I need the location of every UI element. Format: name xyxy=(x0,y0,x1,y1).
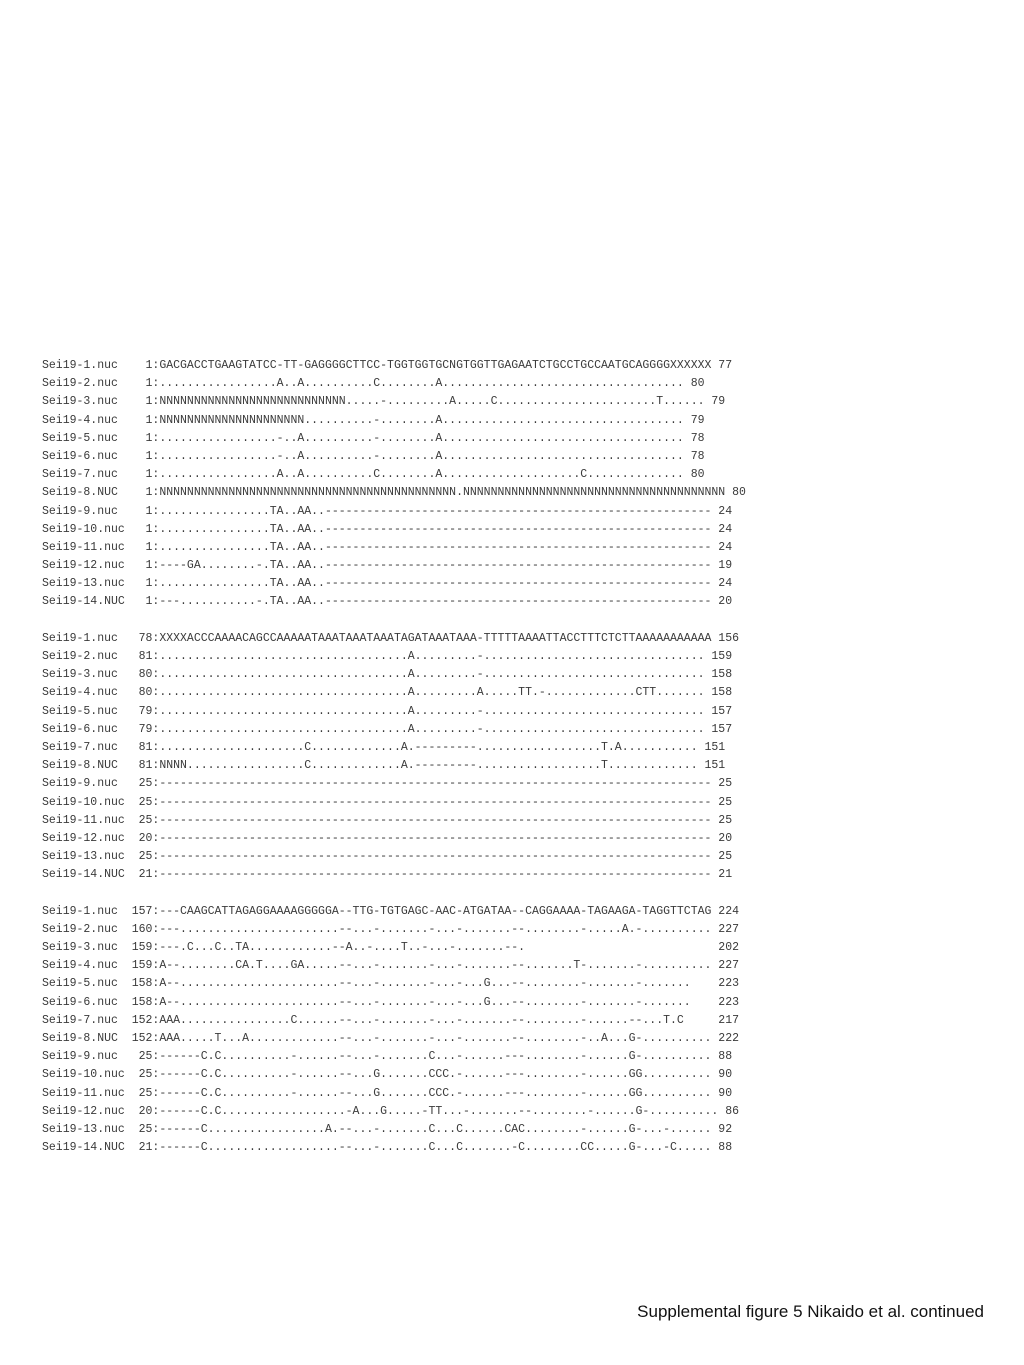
alignment-row: Sei19-12.nuc 20:-------------------------------------------------------------------------------- 20 xyxy=(42,831,733,845)
alignment-row: Sei19-1.nuc 78:XXXXACCCAAAACAGCCAAAAATAAATAAATAAATAGATAAATAAA-TTTTTAAAATTACCTTTCTCTTAAAAAAAAAAA 156 xyxy=(42,631,740,645)
alignment-row: Sei19-1.nuc 157:---CAAGCATTAGAGGAAAAGGGGGA--TTG-TGTGAGC-AAC-ATGATAA--CAGGAAAA-TAGAAGA-TAGGTTCTAG 224 xyxy=(42,904,740,918)
alignment-row: Sei19-14.NUC 21:------C...................--...-.......C...C.......-C........CC.....G-...-C..... 88 xyxy=(42,1141,733,1155)
alignment-row: Sei19-8.NUC 1:NNNNNNNNNNNNNNNNNNNNNNNNNNNNNNNNNNNNNNNNNNN.NNNNNNNNNNNNNNNNNNNNNNNNNNNNNNNNNNNNNN 80 xyxy=(42,486,746,500)
alignment-row: Sei19-12.nuc 20:------C.C..................-A...G.....-TT...-.......--........-......G-.......... 86 xyxy=(42,1104,740,1118)
alignment-row: Sei19-4.nuc 80:....................................A.........A.....TT.-.............CTT....... 158 xyxy=(42,686,733,700)
alignment-row: Sei19-5.nuc 1:.................-..A..........-........A................................... 78 xyxy=(42,431,705,445)
alignment-row: Sei19-1.nuc 1:GACGACCTGAAGTATCC-TT-GAGGGGCTTCC-TGGTGGTGCNGTGGTTGAGAATCTGCCTGCCAATGCAGGGGXXXXXX 77 xyxy=(42,359,733,372)
alignment-row: Sei19-6.nuc 1:.................-..A..........-........A................................... 78 xyxy=(42,449,705,463)
alignment-row: Sei19-4.nuc 1:NNNNNNNNNNNNNNNNNNNNN..........-........A................................... 79 xyxy=(42,413,705,427)
alignment-row: Sei19-8.NUC 81:NNNN.................C.............A.---------..................T............. 151 xyxy=(42,759,726,773)
alignment-row: Sei19-7.nuc 1:.................A..A..........C........A....................C.............. 80 xyxy=(42,468,705,482)
alignment-row: Sei19-3.nuc 159:---.C...C..TA............--A..-....T..-...-.......--. 202 xyxy=(42,941,740,954)
alignment-row: Sei19-10.nuc 25:------C.C..........-......--...G.......CCC.-......---........-......GG.......... 90 xyxy=(42,1068,733,1082)
alignment-row: Sei19-2.nuc 160:---.......................--...-.......-...-.......--........-.....A.-.......... 227 xyxy=(42,922,740,936)
alignment-row: Sei19-7.nuc 152:AAA................C......--...-.......-...-.......--........-......--...T.C 217 xyxy=(42,1013,740,1027)
alignment-row: Sei19-13.nuc 25:-------------------------------------------------------------------------------- 25 xyxy=(42,850,733,864)
alignment-row: Sei19-14.NUC 1:---...........-.TA..AA..-------------------------------------------------------- 20 xyxy=(42,595,733,609)
alignment-row: Sei19-11.nuc 25:-------------------------------------------------------------------------------- 25 xyxy=(42,813,733,827)
alignment-row: Sei19-11.nuc 25:------C.C..........-......--...G.......CCC.-......---........-......GG.......... 90 xyxy=(42,1086,733,1100)
alignment-block-1 xyxy=(42,357,1002,612)
alignment-row: Sei19-14.NUC 21:-------------------------------------------------------------------------------- 21 xyxy=(42,868,733,882)
alignment-row: Sei19-5.nuc 79:....................................A.........-................................ 157 xyxy=(42,704,733,718)
alignment-row: Sei19-9.nuc 25:-------------------------------------------------------------------------------- 25 xyxy=(42,777,733,791)
alignment-row: Sei19-9.nuc 25:------C.C..........-......--...-.......C...-......---........-......G-.......... 88 xyxy=(42,1050,733,1064)
alignment-row: Sei19-10.nuc 1:................TA..AA..-------------------------------------------------------- 24 xyxy=(42,522,733,536)
alignment-row: Sei19-2.nuc 81:....................................A.........-................................ 159 xyxy=(42,650,733,663)
alignment-block-3 xyxy=(42,903,1002,1158)
alignment-row: Sei19-9.nuc 1:................TA..AA..-------------------------------------------------------- 24 xyxy=(42,504,733,518)
alignment-row: Sei19-5.nuc 158:A--.......................--...-.......-...-...G...--........-.......-....... 223 xyxy=(42,977,740,991)
alignment-block-2 xyxy=(42,630,1002,885)
alignment-row: Sei19-7.nuc 81:.....................C.............A.---------..................T.A........... 151 xyxy=(42,740,726,754)
alignment-row: Sei19-13.nuc 1:................TA..AA..-------------------------------------------------------- 24 xyxy=(42,577,733,591)
alignment-row: Sei19-3.nuc 80:....................................A.........-................................ 158 xyxy=(42,668,733,682)
alignment-row: Sei19-4.nuc 159:A--........CA.T....GA.....--...-.......-...-.......--.......T-.......-.......... 227 xyxy=(42,959,740,973)
alignment-row: Sei19-6.nuc 79:....................................A.........-................................ 157 xyxy=(42,722,733,736)
alignment-row: Sei19-11.nuc 1:................TA..AA..-------------------------------------------------------- 24 xyxy=(42,540,733,554)
sequence-alignment xyxy=(42,357,1002,1175)
alignment-row: Sei19-10.nuc 25:-------------------------------------------------------------------------------- 25 xyxy=(42,795,733,809)
alignment-row: Sei19-3.nuc 1:NNNNNNNNNNNNNNNNNNNNNNNNNNN.....-.........A.....C.......................T...... 79 xyxy=(42,395,726,409)
alignment-row: Sei19-2.nuc 1:.................A..A..........C........A................................... 80 xyxy=(42,377,705,391)
alignment-row: Sei19-12.nuc 1:----GA........-.TA..AA..-------------------------------------------------------- 19 xyxy=(42,559,733,573)
alignment-row: Sei19-6.nuc 158:A--.......................--...-.......-...-...G...--........-.......-....... 223 xyxy=(42,995,740,1009)
alignment-row: Sei19-8.NUC 152:AAA.....T...A.............--...-.......-...-.......--........-..A...G-.......... 222 xyxy=(42,1031,740,1045)
alignment-row: Sei19-13.nuc 25:------C.................A.--...-.......C...C......CAC........-......G-...-...... 92 xyxy=(42,1122,733,1136)
figure-caption: Supplemental figure 5 Nikaido et al. continued xyxy=(637,1302,984,1321)
